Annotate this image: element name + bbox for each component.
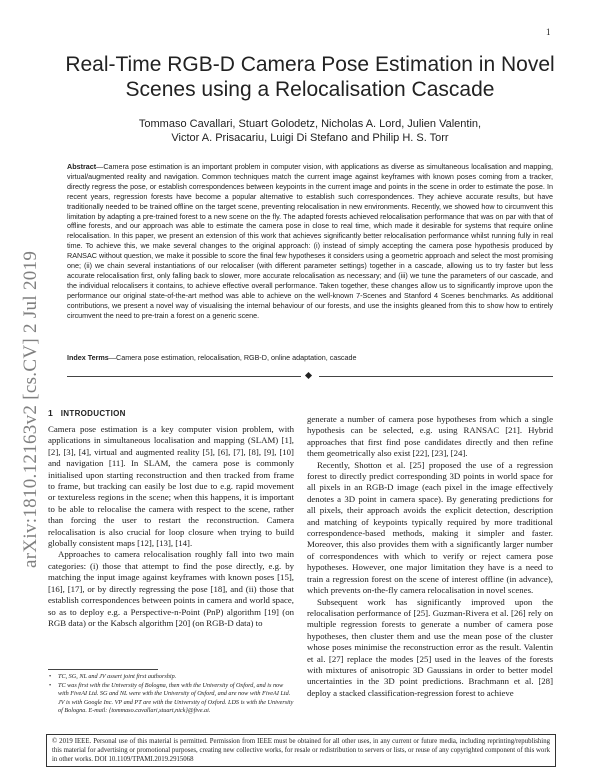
footnotes [48,673,294,716]
copyright-notice: © 2019 IEEE. Personal use of this material is permitted. Permission from IEEE must be obtained for all other uses, in any current or future media, including reprinting/republishing this material for advertising or promotional purposes, creating new collective works, for resale or redistribution to servers or lists, or reuse of any copyrighted component of this work in other works. DOI 10.1109/TPAMI.2019.2915068 [46,734,556,767]
left-paragraph-1: Camera pose estimation is a key computer vision problem, with applications in simultaneous localisation and mapping (SLAM) [1], [2], [3], [4], virtual and augmented reality [5], [6], [7], [8], [9], [10] and navigation [11]. In SLAM, the camera pose is commonly initialised upon starting reconstruction and then tracked from frame to frame, but tracking can easily be lost due to e.g. rapid movement or textureless regions in the scene; when this happens, it is important to be able to relocalise the camera with respect to the scene, rather than forcing the user to restart the reconstruction. Camera relocalisation is also crucial for loop closure when trying to build globally consistent maps [12], [13], [14]. [48,424,294,549]
section-title: INTRODUCTION [60,409,126,418]
section-heading [48,408,126,418]
index-terms-label: Index Terms [67,353,109,362]
paper-title: Real-Time RGB-D Camera Pose Estimation in Novel Scenes using a Relocalisation Cascade [65,53,555,101]
abstract [67,162,553,321]
author-list [60,117,560,145]
separator-line-left [67,376,301,377]
footnote-item: • TC was first with the University of Bologna, then with the University of Oxford, and is now with FiveAI Ltd. SG and NL were with the University of Oxford, and are now with FiveAI Ltd. JV is with Google Inc. VP and PT are with the University of Oxford. LDS is with the University of Bologna. E-mail: {tommaso.cavallari,stuart,nick}@five.ai. [58,682,294,715]
page-number: 1 [546,27,551,37]
arxiv-stamp: arXiv:1810.12163v2 [cs.CV] 2 Jul 2019 [20,250,41,568]
authors-line-2: Victor A. Prisacariu, Luigi Di Stefano and Philip H. S. Torr [171,132,449,144]
right-column [307,414,553,699]
right-paragraph-3: Subsequent work has significantly improved upon the relocalisation performance of [25]. Guzman-Rivera et al. [26] rely on multiple regression forests to generate a number of camera pose hypotheses, then cluster them and use the mean pose of the cluster whose poses minimise the reconstruction error as the result. Valentin et al. [27] replace the modes [25] used in the leaves of the forests with mixtures of anisotropic 3D Gaussians in order to better model uncertainties in the 3D point predictions. Brachmann et al. [28] deploy a stacked classification-regression forest to achieve [307,596,553,698]
index-terms [67,353,553,363]
index-terms-text: —Camera pose estimation, relocalisation, RGB-D, online adaptation, cascade [108,353,357,362]
abstract-separator [67,372,553,380]
section-number: 1 [48,408,53,418]
footnote-item: • TC, SG, NL and JV assert joint first authorship. [58,673,294,681]
right-paragraph-1: generate a number of camera pose hypotheses from which a single hypothesis can be selected, e.g. using RANSAC [21]. Hybrid approaches that first find pose candidates directly and then refine them geometrically also exist [22], [23], [24]. [307,414,553,459]
left-column [48,424,294,629]
abstract-text: —Camera pose estimation is an important problem in computer vision, with applications as diverse as simultaneous localisation and mapping, virtual/augmented reality and navigation. Common techniques match the current image against keyframes with known poses coming from a tracker, directly regress the pose, or establish correspondences between keypoints in the current image and points in the scene in order to estimate the pose. In recent years, regression forests have become a popular alternative to establish such correspondences. They achieve accurate results, but have traditionally needed to be trained offline on the target scene, preventing relocalisation in new environments. Recently, we showed how to circumvent this limitation by adapting a pre-trained forest to a new scene on the fly. The adapted forests achieved relocalisation performance that was on par with that of offline forests, and our approach was able to estimate the camera pose in close to real time, which made it desirable for systems that require online relocalisation. In this paper, we present an extension of this work that achieves significantly better relocalisation performance whilst running fully in real time. To achieve this, we make several changes to the original approach: (i) instead of simply accepting the camera pose hypothesis produced by RANSAC without question, we make it possible to score the final few hypotheses it considers using a geometric approach and select the most promising one; (ii) we chain several instantiations of our relocaliser (with different parameter settings) together in a cascade, allowing us to try faster but less accurate relocalisation first, only falling back to slower, more accurate relocalisation as necessary; and (iii) we tune the parameters of our cascade, and the individual relocalisers it contains, to achieve effective overall performance. Taken together, these changes allow us to significantly improve upon the performance our original state-of-the-art method was able to achieve on the well-known 7-Scenes and Stanford 4 Scenes benchmarks. As additional contributions, we present a novel way of visualising the internal behaviour of our forests, and use the insights gleaned from this to show how to entirely circumvent the need to pre-train a forest on a generic scene. [67,162,553,320]
separator-line-right [319,376,553,377]
left-paragraph-2: Approaches to camera relocalisation roughly fall into two main categories: (i) those that attempt to find the pose directly, e.g. by matching the input image against keyframes with known poses [15], [16], [17], or by directly regressing the pose [18], and (ii) those that establish correspondences between points in camera and world space, so as to deploy e.g. a Perspective-n-Point (PnP) algorithm [19] (on RGB data) or the Kabsch algorithm [20] (on RGB-D data) to [48,549,294,628]
footnote-rule [48,669,158,670]
abstract-label: Abstract [67,162,97,171]
right-paragraph-2: Recently, Shotton et al. [25] proposed the use of a regression forest to directly predict corresponding 3D points in world space for all pixels in an RGB-D image (each pixel in the image effectively denotes a 3D point in camera space). By generating predictions for all pixels, their approach avoids the explicit detection, description and matching of keypoints typically required by more traditional correspondence-based methods, making it simpler and faster. Moreover, this also provides them with a significantly larger number of correspondences with which to verify or reject camera pose hypotheses. However, one major limitation they have is a need to train a regression forest on the scene of interest offline (in advance), which prevents on-the-fly camera relocalisation in novel scenes. [307,459,553,596]
authors-line-1: Tommaso Cavallari, Stuart Golodetz, Nicholas A. Lord, Julien Valentin, [138,118,482,130]
separator-diamond-icon [305,372,312,379]
